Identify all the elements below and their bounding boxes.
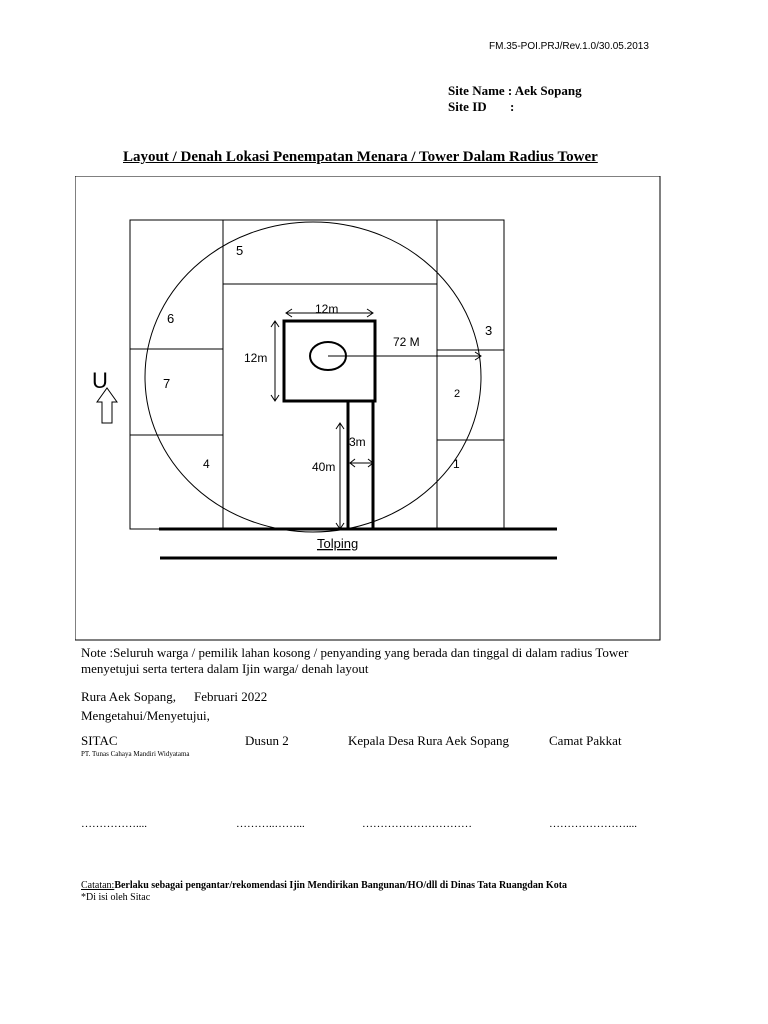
north-arrow-icon: [97, 388, 117, 423]
signatory-kades: Kepala Desa Rura Aek Sopang: [348, 733, 510, 748]
signatory-dusun: Dusun 2: [245, 733, 289, 748]
signatory-camat: Camat Pakkat: [549, 733, 622, 748]
form-code: FM.35-POI.PRJ/Rev.1.0/30.05.2013: [489, 41, 649, 52]
footnote: *Di isi oleh Sitac: [81, 892, 151, 903]
catatan-label: Catatan:: [81, 880, 115, 891]
plot-label-3: 3: [485, 323, 493, 338]
place-date: [81, 689, 267, 705]
date: Februari 2022: [193, 689, 268, 704]
note-text: Note :Seluruh warga / pemilik lahan kosong / penyanding yang berada dan tinggal di dalam radius Tower menyetujui serta tertera dalam Ijin warga/ denah layout: [81, 645, 629, 676]
signature-line-sitac: ……………....: [81, 818, 147, 830]
tower-plot: [284, 321, 375, 401]
signatory-sitac: SITAC: [81, 733, 118, 748]
plot-label-6: 6: [167, 311, 175, 326]
plot-label-1: 1: [453, 457, 460, 471]
plot-label-7: 7: [163, 376, 171, 391]
site-name: Site Name : Aek Sopang: [448, 83, 582, 98]
road-label: Tolping: [317, 536, 359, 551]
approval-text: Mengetahui/Menyetujui,: [81, 708, 210, 723]
access-length-label: 40m: [312, 460, 336, 474]
plot-grid: [130, 220, 504, 529]
site-id: [448, 99, 514, 115]
signature-line-dusun: ………..……...: [236, 818, 305, 830]
signature-line-camat: …………………....: [549, 818, 637, 830]
plot-label-5: 5: [236, 243, 244, 258]
dimension-height-label: 12m: [244, 351, 268, 365]
radius-label: 72 M: [393, 335, 420, 349]
tower-radius-circle: [145, 222, 481, 532]
sitac-company: PT. Tunas Cahaya Mandiri Widyatama: [81, 750, 190, 758]
site-id-separator: :: [510, 99, 515, 114]
place: Rura Aek Sopang,: [81, 689, 176, 704]
diagram-frame: [75, 176, 660, 640]
site-layout-diagram: [75, 176, 661, 641]
north-letter: U: [92, 368, 108, 393]
site-id-label: Site ID: [448, 99, 487, 114]
catatan-text: Berlaku sebagai pengantar/rekomendasi Ijin Mendirikan Bangunan/HO/dll di Dinas Tata Ruangdan Kota: [114, 880, 568, 891]
catatan: [81, 880, 567, 891]
plot-label-4: 4: [203, 457, 210, 471]
dimension-width-label: 12m: [315, 302, 339, 316]
access-width-label: 3m: [349, 435, 366, 449]
plot-label-2: 2: [454, 388, 461, 400]
signature-line-kades: …………………………: [362, 818, 472, 830]
page-title: Layout / Denah Lokasi Penempatan Menara / Tower Dalam Radius Tower: [123, 149, 598, 165]
